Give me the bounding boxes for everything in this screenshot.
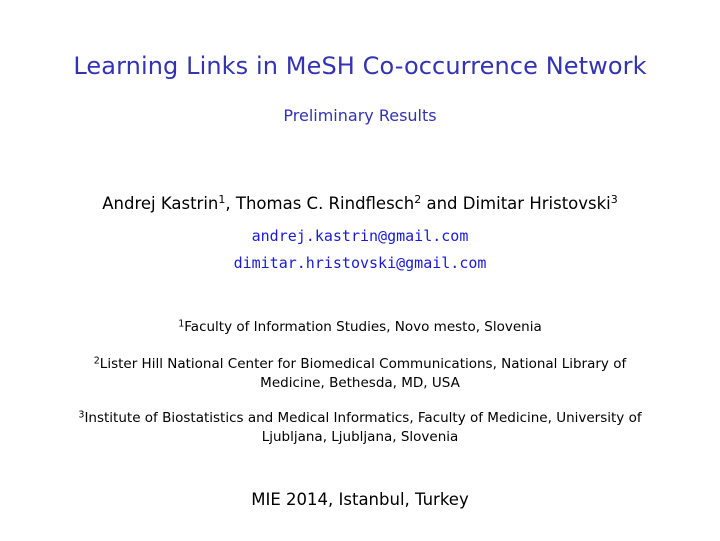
event-info: MIE 2014, Istanbul, Turkey	[251, 490, 469, 509]
author-name: Dimitar Hristovski	[462, 194, 611, 213]
affiliation	[0, 318, 720, 337]
affiliation-mark: 1	[178, 318, 185, 330]
affiliation-mark: 3	[78, 409, 85, 421]
affiliation-text: Institute of Biostatistics and Medical Informatics, Faculty of Medicine, University of Ljubljana, Ljubljana, Slovenia	[84, 410, 642, 445]
slide-title: Learning Links in MeSH Co-occurrence Network	[73, 52, 647, 80]
author-affiliation-mark: 1	[218, 192, 226, 206]
author-separator: and	[421, 194, 463, 213]
email-link[interactable]: andrej.kastrin@gmail.com	[251, 227, 469, 245]
author-name: Thomas C. Rindflesch	[235, 194, 415, 213]
affiliation	[70, 355, 650, 393]
author-affiliation-mark: 2	[414, 192, 422, 206]
author-line	[0, 194, 720, 213]
affiliation-text: Faculty of Information Studies, Novo mesto, Slovenia	[184, 319, 542, 335]
author-name: Andrej Kastrin	[102, 194, 219, 213]
email-link[interactable]: dimitar.hristovski@gmail.com	[233, 254, 487, 272]
author-separator: ,	[225, 194, 236, 213]
affiliation	[70, 409, 650, 447]
affiliation-text: Lister Hill National Center for Biomedical Communications, National Library of Medicine, Bethesda, MD, USA	[99, 356, 627, 391]
slide-subtitle: Preliminary Results	[283, 106, 437, 125]
affiliation-mark: 2	[93, 355, 100, 367]
author-affiliation-mark: 3	[610, 192, 618, 206]
